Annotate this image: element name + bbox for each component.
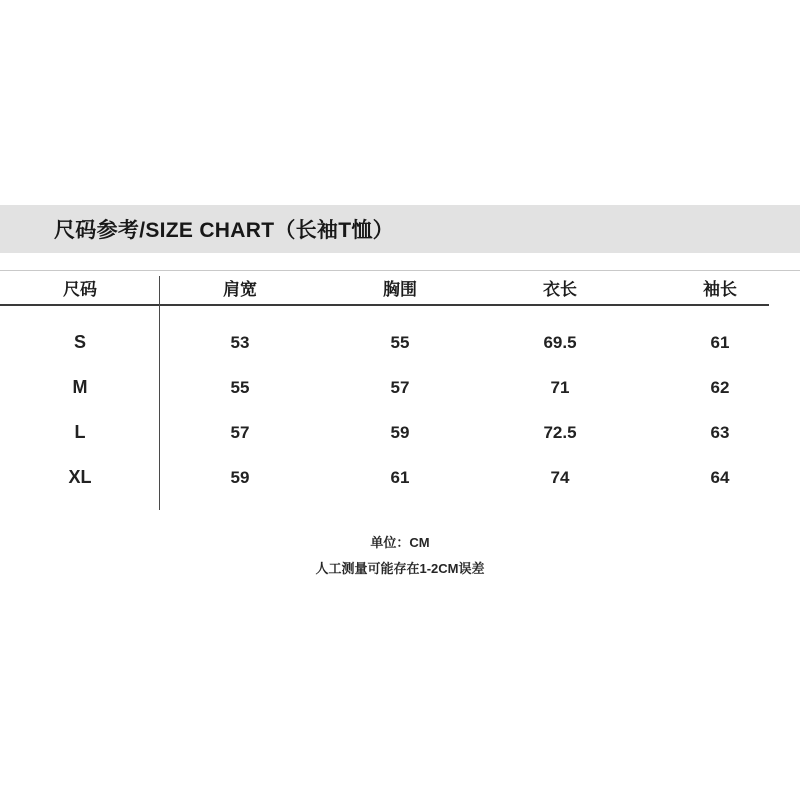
tolerance-note: 人工测量可能存在1-2CM误差 (315, 561, 485, 576)
column-header-length: 衣长 (543, 280, 577, 299)
table-cell-chest: 55 (390, 332, 410, 352)
table-body (0, 320, 800, 500)
table-header-row (0, 271, 800, 304)
table-cell-sleeve: 62 (710, 377, 730, 397)
table-row (0, 410, 800, 455)
table-cell-length: 72.5 (543, 422, 577, 442)
table-cell-length: 71 (550, 377, 570, 397)
table-cell-chest: 57 (390, 377, 410, 397)
table-header-rule (0, 304, 769, 306)
column-header-sleeve: 袖长 (703, 280, 737, 299)
unit-note: 单位：CM (370, 535, 430, 550)
table-cell-chest: 61 (390, 467, 410, 487)
table-cell-sleeve: 64 (710, 467, 730, 487)
page-title: 尺码参考/SIZE CHART（长袖T恤） (54, 219, 394, 242)
table-cell-shoulder: 55 (230, 377, 250, 397)
column-header-size: 尺码 (63, 280, 97, 299)
table-cell-shoulder: 53 (230, 332, 250, 352)
column-header-chest: 胸围 (383, 280, 417, 299)
table-cell-chest: 59 (390, 422, 410, 442)
table-row (0, 365, 800, 410)
table-cell-size: XL (68, 467, 92, 487)
table-cell-shoulder: 59 (230, 467, 250, 487)
column-header-shoulder: 肩宽 (223, 280, 257, 299)
table-cell-size: M (72, 377, 88, 397)
table-cell-length: 69.5 (543, 332, 577, 352)
table-cell-size: L (74, 422, 86, 442)
title-bar (0, 205, 800, 253)
table-cell-sleeve: 61 (710, 332, 730, 352)
table-row (0, 320, 800, 365)
table-cell-size: S (73, 332, 86, 352)
table-cell-shoulder: 57 (230, 422, 250, 442)
table-row (0, 455, 800, 500)
table-cell-length: 74 (550, 467, 570, 487)
table-cell-sleeve: 63 (710, 422, 730, 442)
footer-notes (0, 530, 800, 582)
